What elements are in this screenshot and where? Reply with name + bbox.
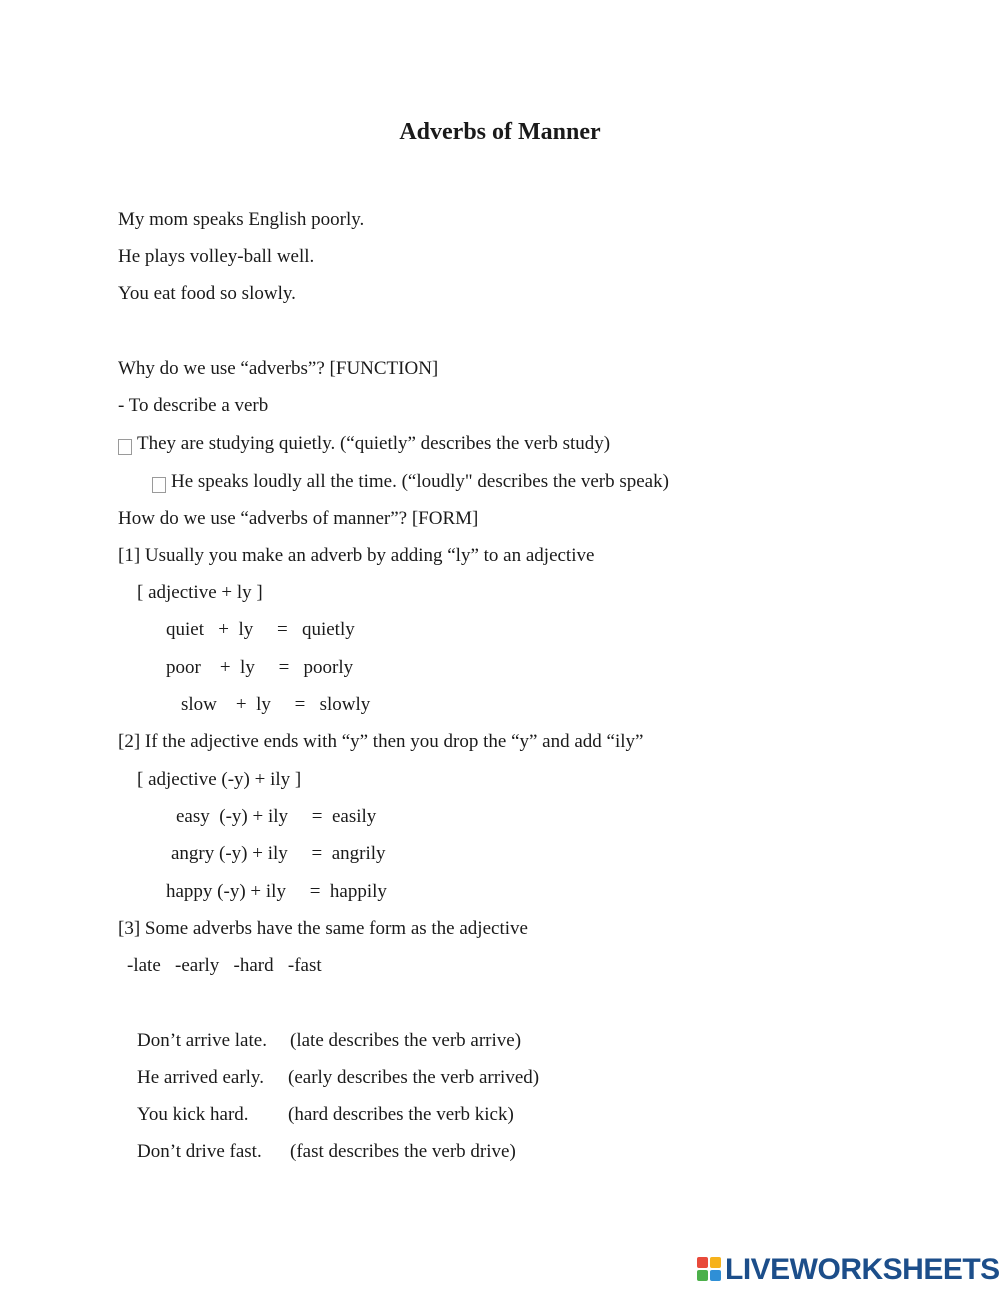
brand-block — [710, 1270, 721, 1281]
brand-block — [697, 1270, 708, 1281]
function-answer: - To describe a verb — [118, 395, 269, 416]
function-bullet-text: He speaks loudly all the time. (“loudly" describes the verb speak) — [171, 471, 669, 492]
rule3-example-note: (early describes the verb arrived) — [288, 1067, 540, 1088]
rule1-pattern: [ adjective + ly ] — [137, 582, 263, 603]
rule3-heading: [3] Some adverbs have the same form as the adjective — [118, 918, 528, 939]
brand-blocks-icon — [697, 1254, 723, 1286]
rule3-example-note: (hard describes the verb kick) — [288, 1104, 514, 1125]
rule1-row: quiet + ly = quietly — [166, 619, 355, 640]
missing-glyph-icon — [118, 439, 132, 455]
rule1-row: poor + ly = poorly — [166, 657, 354, 678]
rule3-example-sentence: You kick hard. — [137, 1104, 249, 1125]
function-question: Why do we use “adverbs”? [FUNCTION] — [118, 358, 439, 379]
rule3-example-sentence: He arrived early. — [137, 1067, 264, 1088]
rule2-row: angry (-y) + ily = angrily — [171, 843, 386, 864]
rule3-example-note: (late describes the verb arrive) — [290, 1030, 522, 1051]
intro-example: You eat food so slowly. — [118, 283, 296, 304]
brand-block — [710, 1257, 721, 1268]
brand-wordmark: LIVEWORKSHEETS — [725, 1253, 1000, 1286]
rule3-example-sentence: Don’t arrive late. — [137, 1030, 267, 1051]
rule1-row: slow + ly = slowly — [181, 694, 371, 715]
rule3-example-note: (fast describes the verb drive) — [290, 1141, 516, 1162]
rule2-row: easy (-y) + ily = easily — [176, 806, 377, 827]
rule1-heading: [1] Usually you make an adverb by adding “ly” to an adjective — [118, 545, 595, 566]
missing-glyph-icon — [152, 477, 166, 493]
rule3-example-sentence: Don’t drive fast. — [137, 1141, 262, 1162]
function-bullet — [118, 432, 610, 456]
rule2-heading: [2] If the adjective ends with “y” then you drop the “y” and add “ily” — [118, 731, 644, 752]
rule3-list: -late -early -hard -fast — [127, 955, 322, 976]
intro-example: My mom speaks English poorly. — [118, 209, 365, 230]
form-question: How do we use “adverbs of manner”? [FORM] — [118, 508, 479, 529]
page-title: Adverbs of Manner — [399, 119, 601, 145]
rule2-row: happy (-y) + ily = happily — [166, 881, 387, 902]
function-bullet — [152, 470, 669, 494]
intro-example: He plays volley-ball well. — [118, 246, 315, 267]
function-bullet-text: They are studying quietly. (“quietly” describes the verb study) — [137, 433, 611, 454]
liveworksheets-logo — [697, 1252, 1000, 1288]
rule2-pattern: [ adjective (-y) + ily ] — [137, 769, 302, 790]
brand-block — [697, 1257, 708, 1268]
